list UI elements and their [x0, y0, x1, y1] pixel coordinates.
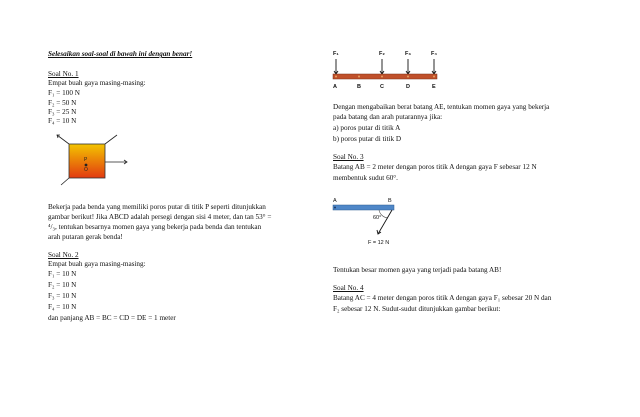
force-label-f4: F₄ — [431, 51, 437, 57]
soal2-force-1: F₁ = 10 N — [48, 270, 77, 278]
point-label-a: A — [333, 84, 337, 90]
soal3-question: Tentukan besar momen gaya yang terjadi pada batang AB! — [333, 266, 502, 274]
force-arrow-4 — [61, 178, 69, 185]
rod-ae — [333, 74, 437, 79]
soal2-intro: Empat buah gaya masing-masing: — [48, 260, 146, 268]
soal2-line-1: Dengan mengabaikan berat batang AE, tentukan momen gaya yang bekerja — [333, 103, 550, 111]
soal2-length: dan panjang AB = BC = CD = DE = 1 meter — [48, 314, 176, 322]
label-p: P — [84, 157, 88, 163]
soal1-line-2: gambar berikut! Jika ABCD adalah persegi dengan sisi 4 meter, dan tan 53° = — [48, 213, 272, 221]
soal1-title: Soal No. 1 — [48, 70, 79, 78]
pivot-dot — [85, 164, 88, 167]
instruction-heading: Selesaikan soal-soal di bawah ini dengan benar! — [48, 50, 193, 58]
label-a: A — [333, 198, 337, 204]
soal2-force-2: F₂ = 10 N — [48, 281, 77, 289]
soal3-line-1: Batang AB = 2 meter dengan poros titik A dengan gaya F sebesar 12 N — [333, 163, 537, 171]
soal1-line-3: ⁴/₃, tentukan besarnya momen gaya yang bekerja pada benda dan tentukan — [48, 223, 262, 231]
bar-ab — [333, 205, 394, 210]
soal2-title: Soal No. 2 — [48, 251, 79, 259]
label-b: B — [388, 198, 392, 204]
label-o: O — [84, 167, 88, 173]
soal3-figure — [332, 196, 402, 251]
soal3-line-2: membentuk sudut 60°. — [333, 174, 398, 182]
point-label-b: B — [357, 84, 361, 90]
soal4-line-2: F₂ sebesar 12 N. Sudut-sudut ditunjukkan gambar berikut: — [333, 305, 501, 313]
soal1-force-1: F₁ = 100 N — [48, 89, 80, 97]
soal1-line-4: arah putaran gerak benda! — [48, 233, 123, 241]
soal1-force-4: F₄ = 10 N — [48, 117, 77, 125]
force-arrow-1 — [57, 135, 69, 144]
force-label-f1: F₁ — [333, 51, 339, 57]
force-arrow-2 — [105, 135, 117, 144]
point-label-c: C — [380, 84, 384, 90]
force-label-f2: F₂ — [379, 51, 385, 57]
force-arrow-f — [378, 210, 392, 234]
soal2-line-2: pada batang dan arah putarannya jika: — [333, 113, 443, 121]
soal2-line-3: a) poros putar di titik A — [333, 124, 401, 132]
soal2-force-3: F₃ = 10 N — [48, 292, 77, 300]
soal1-force-3: F₃ = 25 N — [48, 108, 77, 116]
point-label-e: E — [432, 84, 436, 90]
point-label-d: D — [406, 84, 410, 90]
soal1-figure — [55, 135, 130, 185]
soal3-title: Soal No. 3 — [333, 153, 364, 161]
force-label: F = 12 N — [368, 240, 390, 246]
soal1-force-2: F₂ = 50 N — [48, 99, 77, 107]
soal2-figure — [330, 48, 445, 93]
soal2-force-4: F₄ = 10 N — [48, 303, 77, 311]
soal1-line-1: Bekerja pada benda yang memiliki poros putar di titik P seperti ditunjukkan — [48, 203, 266, 211]
soal2-line-4: b) poros putar di titik D — [333, 135, 402, 143]
soal1-intro: Empat buah gaya masing-masing: — [48, 79, 146, 87]
angle-label: 60° — [373, 215, 382, 221]
soal4-title: Soal No. 4 — [333, 284, 364, 292]
force-label-f3: F₃ — [405, 51, 411, 57]
soal4-line-1: Batang AC = 4 meter dengan poros titik A dengan gaya F₁ sebesar 20 N dan — [333, 294, 552, 302]
